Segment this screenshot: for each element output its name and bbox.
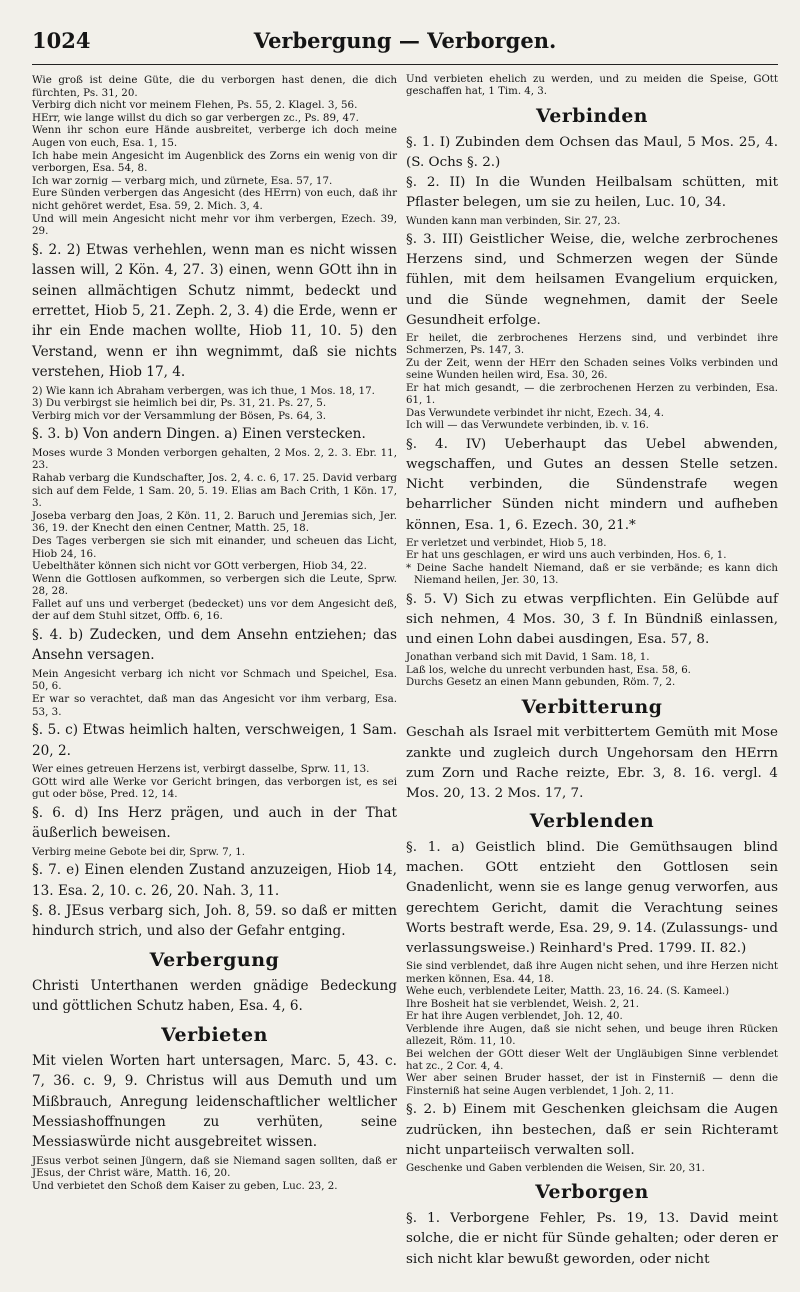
citation-line: Ich habe mein Angesicht im Augenblick des Zorns ein wenig von dir verborgen, Esa. 54, 8.	[32, 149, 397, 175]
entry-paragraph: Christi Unterthanen werden gnädige Bedeckung und göttlichen Schutz haben, Esa. 4, 6.	[32, 977, 397, 1015]
entry-paragraph: §. 1. Verborgene Fehler, Ps. 19, 13. David meint solche, die er nicht für Sünde gehalten; oder deren er sich nicht klar bewußt geworden, oder nicht	[406, 1211, 778, 1267]
citation-line: Verblende ihre Augen, daß sie nicht sehen, und beuge ihren Rücken allezeit, Röm. 11, 10.	[406, 1023, 778, 1048]
running-title: Verbergung — Verborgen.	[253, 28, 557, 53]
footnote: * Deine Sache handelt Niemand, daß er sie verbände; es kann dich Niemand heilen, Jer. 30, 13.	[406, 562, 778, 587]
entry-paragraph: §. 1. a) Geistlich blind. Die Gemüthsaugen blind machen. GOtt entzieht den Gottlosen sein Gnadenlicht, wenn sie es lange genug verworfen, aus gerechtem Gericht, damit die Verachtung seines Worts bestraft werde, Esa. 29, 9. 14. (Zulassungs- und verlassungsweise.) Reinhard's Pred. 1799. II. 82.)	[406, 840, 778, 957]
citation-line: Ich will — das Verwundete verbinden, ib. v. 16.	[406, 420, 649, 432]
citation-line: Das Verwundete verbindet ihr nicht, Ezech. 34, 4.	[406, 407, 664, 419]
citation-line: Er hat ihre Augen verblendet, Joh. 12, 40.	[406, 1011, 623, 1023]
left-column	[32, 74, 397, 1193]
citation-line: Rahab verbarg die Kundschafter, Jos. 2, 4. c. 6, 17. 25. David verbarg sich auf dem Felde, 1 Sam. 20, 5. 19. Elias am Bach Crith, 1 Kön. 17, 3.	[32, 471, 397, 510]
entry-heading: Verbieten	[161, 1023, 268, 1046]
citation-line: Joseba verbarg den Joas, 2 Kön. 11, 2. Baruch und Jeremias sich, Jer. 36, 19. der Knecht den einen Centner, Matth. 25, 18.	[32, 509, 397, 535]
entry-paragraph: §. 4. b) Zudecken, und dem Ansehn entziehen; das Ansehn versagen.	[32, 627, 397, 664]
citation-line: Fallet auf uns und verberget (bedecket) uns vor dem Angesicht deß, der auf dem Stuhl sitzet, Offb. 6, 16.	[32, 597, 397, 623]
citation-line: Er verletzet und verbindet, Hiob 5, 18.	[406, 537, 607, 549]
citation-line: Er heilet, die zerbrochenes Herzens sind, und verbindet ihre Schmerzen, Ps. 147, 3.	[406, 333, 778, 357]
page-number: 1024	[32, 28, 91, 53]
citation-line: Er hat mich gesandt, — die zerbrochenen Herzen zu verbinden, Esa. 61, 1.	[406, 382, 778, 407]
citation-line: Wie groß ist deine Güte, die du verborgen hast denen, die dich fürchten, Ps. 31, 20.	[32, 74, 397, 99]
citation-line: Zu der Zeit, wenn der HErr den Schaden seines Volks verbinden und seine Wunden heilen wird, Esa. 30, 26.	[406, 357, 778, 382]
citation-line: Eure Sünden verbergen das Angesicht (des HErrn) von euch, daß ihr nicht gehöret werdet, Esa. 59, 2. Mich. 3, 4.	[32, 187, 397, 212]
citation-line: Des Tages verbergen sie sich mit einander, und scheuen das Licht, Hiob 24, 16.	[32, 534, 397, 560]
page-header	[32, 24, 778, 58]
citation-line: Mein Angesicht verbarg ich nicht vor Schmach und Speichel, Esa. 50, 6.	[32, 667, 397, 693]
entry-paragraph: Mit vielen Worten hart untersagen, Marc. 5, 43. c. 7, 36. c. 9, 9. Christus will aus Demuth und um Mißbrauch, Anregung leidenschaftlicher weltlicher Messiashoffnungen zu verhüten, seine Messiaswürde nicht ausgebreitet wissen.	[32, 1052, 397, 1151]
citation-line: Wer eines getreuen Herzens ist, verbirgt dasselbe, Sprw. 11, 13.	[32, 763, 370, 776]
citation-line: GOtt wird alle Werke vor Gericht bringen, das verborgen ist, es sei gut oder böse, Pred. 12, 14.	[32, 775, 397, 801]
citation-line: JEsus verbot seinen Jüngern, daß sie Niemand sagen sollten, daß er JEsus, der Christ wäre, Matth. 16, 20.	[32, 1154, 397, 1180]
entry-paragraph: §. 7. e) Einen elenden Zustand anzuzeigen, Hiob 14, 13. Esa. 2, 10. c. 26, 20. Nah. 3, 11.	[32, 862, 397, 899]
entry-heading: Verbitterung	[521, 695, 663, 718]
citation-line: Ihre Bosheit hat sie verblendet, Weish. 2, 21.	[406, 998, 639, 1010]
citation-line: Er war so verachtet, daß man das Angesicht vor ihm verbarg, Esa. 53, 3.	[32, 693, 397, 718]
citation-line: Laß los, welche du unrecht verbunden hast, Esa. 58, 6.	[406, 664, 691, 676]
header-rule	[32, 64, 778, 65]
entry-paragraph: §. 2. b) Einem mit Geschenken gleichsam die Augen zudrücken, ihn bestechen, daß er sein Richteramt nicht unparteiisch verwalten soll.	[406, 1102, 778, 1158]
citation-line: Und verbieten ehelich zu werden, und zu meiden die Speise, GOtt geschaffen hat, 1 Tim. 4, 3.	[406, 74, 778, 98]
entry-paragraph: §. 6. d) Ins Herz prägen, und auch in der That äußerlich beweisen.	[32, 804, 397, 842]
entry-paragraph: §. 3. b) Von andern Dingen. a) Einen verstecken.	[32, 426, 366, 443]
citation-line: Bei welchen der GOtt dieser Welt der Ungläubigen Sinne verblendet hat zc., 2 Cor. 4, 4.	[406, 1048, 778, 1072]
entry-paragraph: §. 3. III) Geistlicher Weise, die, welche zerbrochenes Herzens sind, und Schmerzen wegen der Sünde fühlen, mit dem heilsamen Evangelium erquicken, und die Sünde wegnehmen, damit der Seele Gesundheit erfolge.	[406, 231, 778, 328]
entry-paragraph: §. 8. JEsus verbarg sich, Joh. 8, 59. so daß er mitten hindurch strich, und also der Gefahr entging.	[32, 903, 397, 940]
citation-line: 2) Wie kann ich Abraham verbergen, was ich thue, 1 Mos. 18, 17.	[32, 384, 375, 397]
citation-line: Verbirg meine Gebote bei dir, Sprw. 7, 1.	[32, 845, 246, 858]
citation-line: Er hat uns geschlagen, er wird uns auch verbinden, Hos. 6, 1.	[406, 550, 727, 562]
citation-line: Moses wurde 3 Monden verborgen gehalten, 2 Mos. 2, 2. 3. Ebr. 11, 23.	[32, 446, 397, 472]
citation-line: Und will mein Angesicht nicht mehr vor ihm verbergen, Ezech. 39, 29.	[32, 212, 397, 238]
citation-line: Verbirg mich vor der Versammlung der Bösen, Ps. 64, 3.	[32, 409, 327, 422]
citation-line: HErr, wie lange willst du dich so gar verbergen zc., Ps. 89, 47.	[32, 111, 359, 124]
entry-paragraph: §. 4. IV) Ueberhaupt das Uebel abwenden, wegschaffen, und Gutes an dessen Stelle setzen. Nicht verbinden, die Sündenstrafe wegen beharrlicher Sünden nicht mindern und aufheben können, Esa. 1, 6. Ezech. 30, 21.*	[406, 436, 778, 533]
entry-heading: Verblenden	[529, 810, 655, 833]
citation-line: Ich war zornig — verbarg mich, und zürnete, Esa. 57, 17.	[32, 174, 333, 187]
citation-line: Geschenke und Gaben verblenden die Weisen, Sir. 20, 31.	[406, 1162, 705, 1174]
citation-line: Wehe euch, verblendete Leiter, Matth. 23, 16. 24. (S. Kameel.)	[406, 986, 730, 998]
citation-line: 3) Du verbirgst sie heimlich bei dir, Ps. 31, 21. Ps. 27, 5.	[32, 397, 327, 410]
citation-line: Durchs Gesetz an einen Mann gebunden, Röm. 7, 2.	[406, 677, 676, 689]
entry-heading: Verborgen	[535, 1181, 649, 1204]
citation-line: Verbirg dich nicht vor meinem Flehen, Ps. 55, 2. Klagel. 3, 56.	[32, 99, 358, 112]
entry-paragraph: Geschah als Israel mit verbittertem Gemüth mit Mose zankte und zugleich durch Ungehorsam den HErrn zum Zorn und Rache reizte, Ebr. 3, 8. 16. vergl. 4 Mos. 20, 13. 2 Mos. 17, 7.	[406, 725, 778, 802]
entry-paragraph: §. 5. V) Sich zu etwas verpflichten. Ein Gelübde auf sich nehmen, 4 Mos. 30, 3 f. In Bündniß einlassen, und einen Lohn dabei ausdingen, Esa. 57, 8.	[406, 591, 778, 648]
citation-line: Uebelthäter können sich nicht vor GOtt verbergen, Hiob 34, 22.	[32, 560, 367, 573]
entry-paragraph: §. 5. c) Etwas heimlich halten, verschweigen, 1 Sam. 20, 2.	[32, 722, 397, 759]
citation-line: Wenn die Gottlosen aufkommen, so verbergen sich die Leute, Sprw. 28, 28.	[32, 572, 397, 598]
entry-paragraph: §. 2. 2) Etwas verhehlen, wenn man es nicht wissen lassen will, 2 Kön. 4, 27. 3) einen, wenn GOtt ihn in seinen allmächtigen Schutz nimmt, bedeckt und errettet, Hiob 5, 21. Zeph. 2, 3. 4) die Erde, wenn er ihr ein Ende machen wollte, Hiob 11, 10. 5) den Verstand, wenn er ihn wegnimmt, daß sie nichts verstehen, Hiob 17, 4.	[32, 241, 397, 381]
entry-paragraph: §. 2. II) In die Wunden Heilbalsam schütten, mit Pflaster belegen, um sie zu heilen, Luc. 10, 34.	[406, 175, 778, 211]
entry-paragraph: §. 1. I) Zubinden dem Ochsen das Maul, 5 Mos. 25, 4. (S. Ochs §. 2.)	[406, 134, 778, 170]
citation-line: Sie sind verblendet, daß ihre Augen nicht sehen, und ihre Herzen nicht merken können, Esa. 44, 18.	[406, 961, 778, 985]
citation-line: Jonathan verband sich mit David, 1 Sam. 18, 1.	[406, 652, 650, 664]
citation-line: Wunden kann man verbinden, Sir. 27, 23.	[406, 215, 621, 227]
entry-heading: Verbinden	[536, 104, 648, 127]
citation-line: Und verbietet den Schoß dem Kaiser zu geben, Luc. 23, 2.	[32, 1179, 338, 1192]
citation-line: Wenn ihr schon eure Hände ausbreitet, verberge ich doch meine Augen von euch, Esa. 1, 15.	[32, 124, 397, 149]
citation-line: Wer aber seinen Bruder hasset, der ist in Finsterniß — denn die Finsterniß hat seine Augen verblendet, 1 Joh. 2, 11.	[406, 1073, 778, 1097]
right-column	[406, 74, 778, 1270]
entry-heading: Verbergung	[149, 948, 280, 971]
